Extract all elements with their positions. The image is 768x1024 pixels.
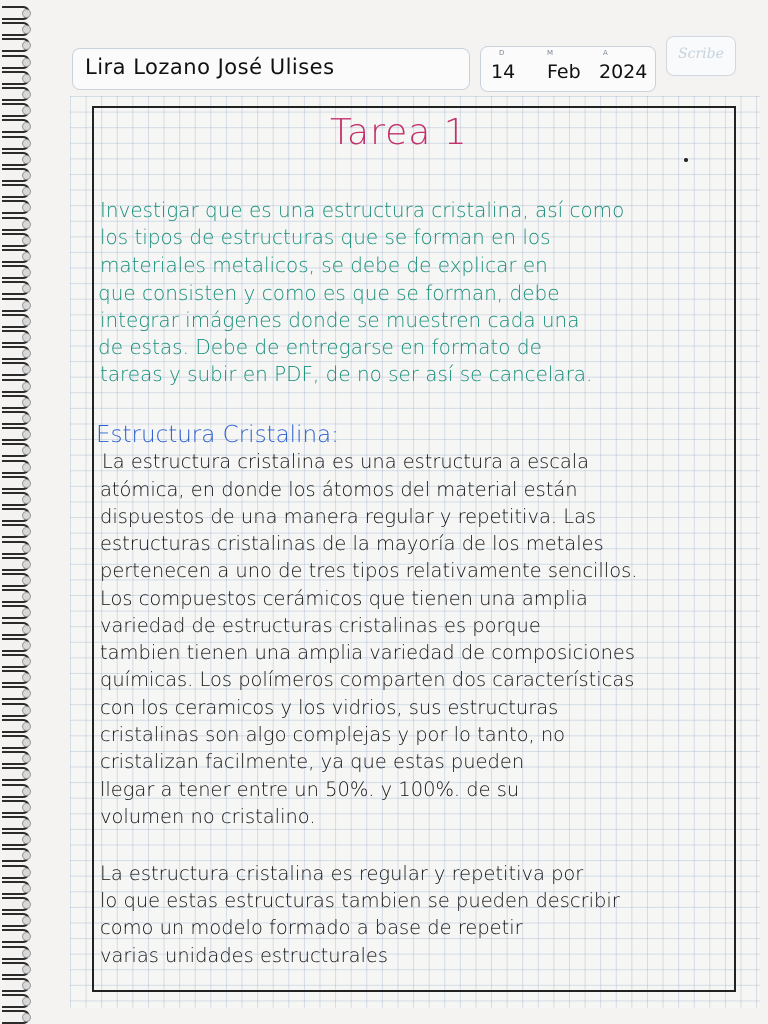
date-field bbox=[480, 46, 656, 92]
spiral-coil bbox=[2, 848, 30, 862]
spiral-coil bbox=[2, 913, 30, 927]
page-title: Tarea 1 bbox=[330, 112, 468, 153]
spiral-coil bbox=[2, 865, 30, 879]
brand-text: Scribe bbox=[678, 46, 724, 62]
name-field bbox=[72, 48, 470, 90]
spiral-coil bbox=[2, 605, 30, 619]
spiral-coil bbox=[2, 427, 30, 441]
ink-dot bbox=[684, 158, 688, 162]
brand-logo bbox=[666, 36, 736, 76]
spiral-coil bbox=[2, 136, 30, 150]
spiral-coil bbox=[2, 589, 30, 603]
spiral-coil bbox=[2, 362, 30, 376]
spiral-coil bbox=[2, 22, 30, 36]
spiral-coil bbox=[2, 508, 30, 522]
spiral-coil bbox=[2, 55, 30, 69]
spiral-coil bbox=[2, 152, 30, 166]
student-name: Lira Lozano José Ulises bbox=[85, 55, 335, 79]
spiral-coil bbox=[2, 978, 30, 992]
spiral-coil bbox=[2, 946, 30, 960]
spiral-coil bbox=[2, 622, 30, 636]
spiral-coil bbox=[2, 249, 30, 263]
spiral-coil bbox=[2, 103, 30, 117]
spiral-coil bbox=[2, 784, 30, 798]
spiral-coil bbox=[2, 395, 30, 409]
spiral-coil bbox=[2, 281, 30, 295]
day-label: D bbox=[499, 49, 505, 57]
date-year: 2024 bbox=[599, 61, 648, 83]
spiral-coil bbox=[2, 686, 30, 700]
spiral-coil bbox=[2, 703, 30, 717]
spiral-coil bbox=[2, 994, 30, 1008]
spiral-coil bbox=[2, 573, 30, 587]
spiral-coil bbox=[2, 751, 30, 765]
spiral-coil bbox=[2, 330, 30, 344]
spiral-coil bbox=[2, 638, 30, 652]
spiral-coil bbox=[2, 719, 30, 733]
spiral-coil bbox=[2, 71, 30, 85]
spiral-coil bbox=[2, 476, 30, 490]
spiral-coil bbox=[2, 443, 30, 457]
spiral-coil bbox=[2, 735, 30, 749]
spiral-coil bbox=[2, 800, 30, 814]
spiral-coil bbox=[2, 168, 30, 182]
spiral-coil bbox=[2, 200, 30, 214]
spiral-coil bbox=[2, 492, 30, 506]
spiral-coil bbox=[2, 119, 30, 133]
spiral-coil bbox=[2, 265, 30, 279]
spiral-coil bbox=[2, 217, 30, 231]
spiral-coil bbox=[2, 832, 30, 846]
spiral-coil bbox=[2, 767, 30, 781]
date-month: Feb bbox=[547, 61, 581, 83]
spiral-coil bbox=[2, 654, 30, 668]
spiral-coil bbox=[2, 557, 30, 571]
spiral-coil bbox=[2, 524, 30, 538]
spiral-coil bbox=[2, 411, 30, 425]
spiral-coil bbox=[2, 314, 30, 328]
spiral-coil bbox=[2, 962, 30, 976]
spiral-coil bbox=[2, 460, 30, 474]
spiral-coil bbox=[2, 233, 30, 247]
date-day: 14 bbox=[491, 61, 516, 83]
spiral-coil bbox=[2, 1010, 30, 1024]
spiral-coil bbox=[2, 881, 30, 895]
spiral-coil bbox=[2, 184, 30, 198]
section-heading: Estructura Cristalina: bbox=[96, 422, 339, 448]
spiral-coil bbox=[2, 379, 30, 393]
spiral-coil bbox=[2, 298, 30, 312]
spiral-binding bbox=[0, 0, 34, 1024]
spiral-coil bbox=[2, 816, 30, 830]
spiral-coil bbox=[2, 346, 30, 360]
spiral-coil bbox=[2, 541, 30, 555]
spiral-coil bbox=[2, 87, 30, 101]
spiral-coil bbox=[2, 38, 30, 52]
spiral-coil bbox=[2, 929, 30, 943]
spiral-coil bbox=[2, 670, 30, 684]
year-label: A bbox=[603, 49, 608, 57]
spiral-coil bbox=[2, 897, 30, 911]
month-label: M bbox=[547, 49, 554, 57]
spiral-coil bbox=[2, 6, 30, 20]
